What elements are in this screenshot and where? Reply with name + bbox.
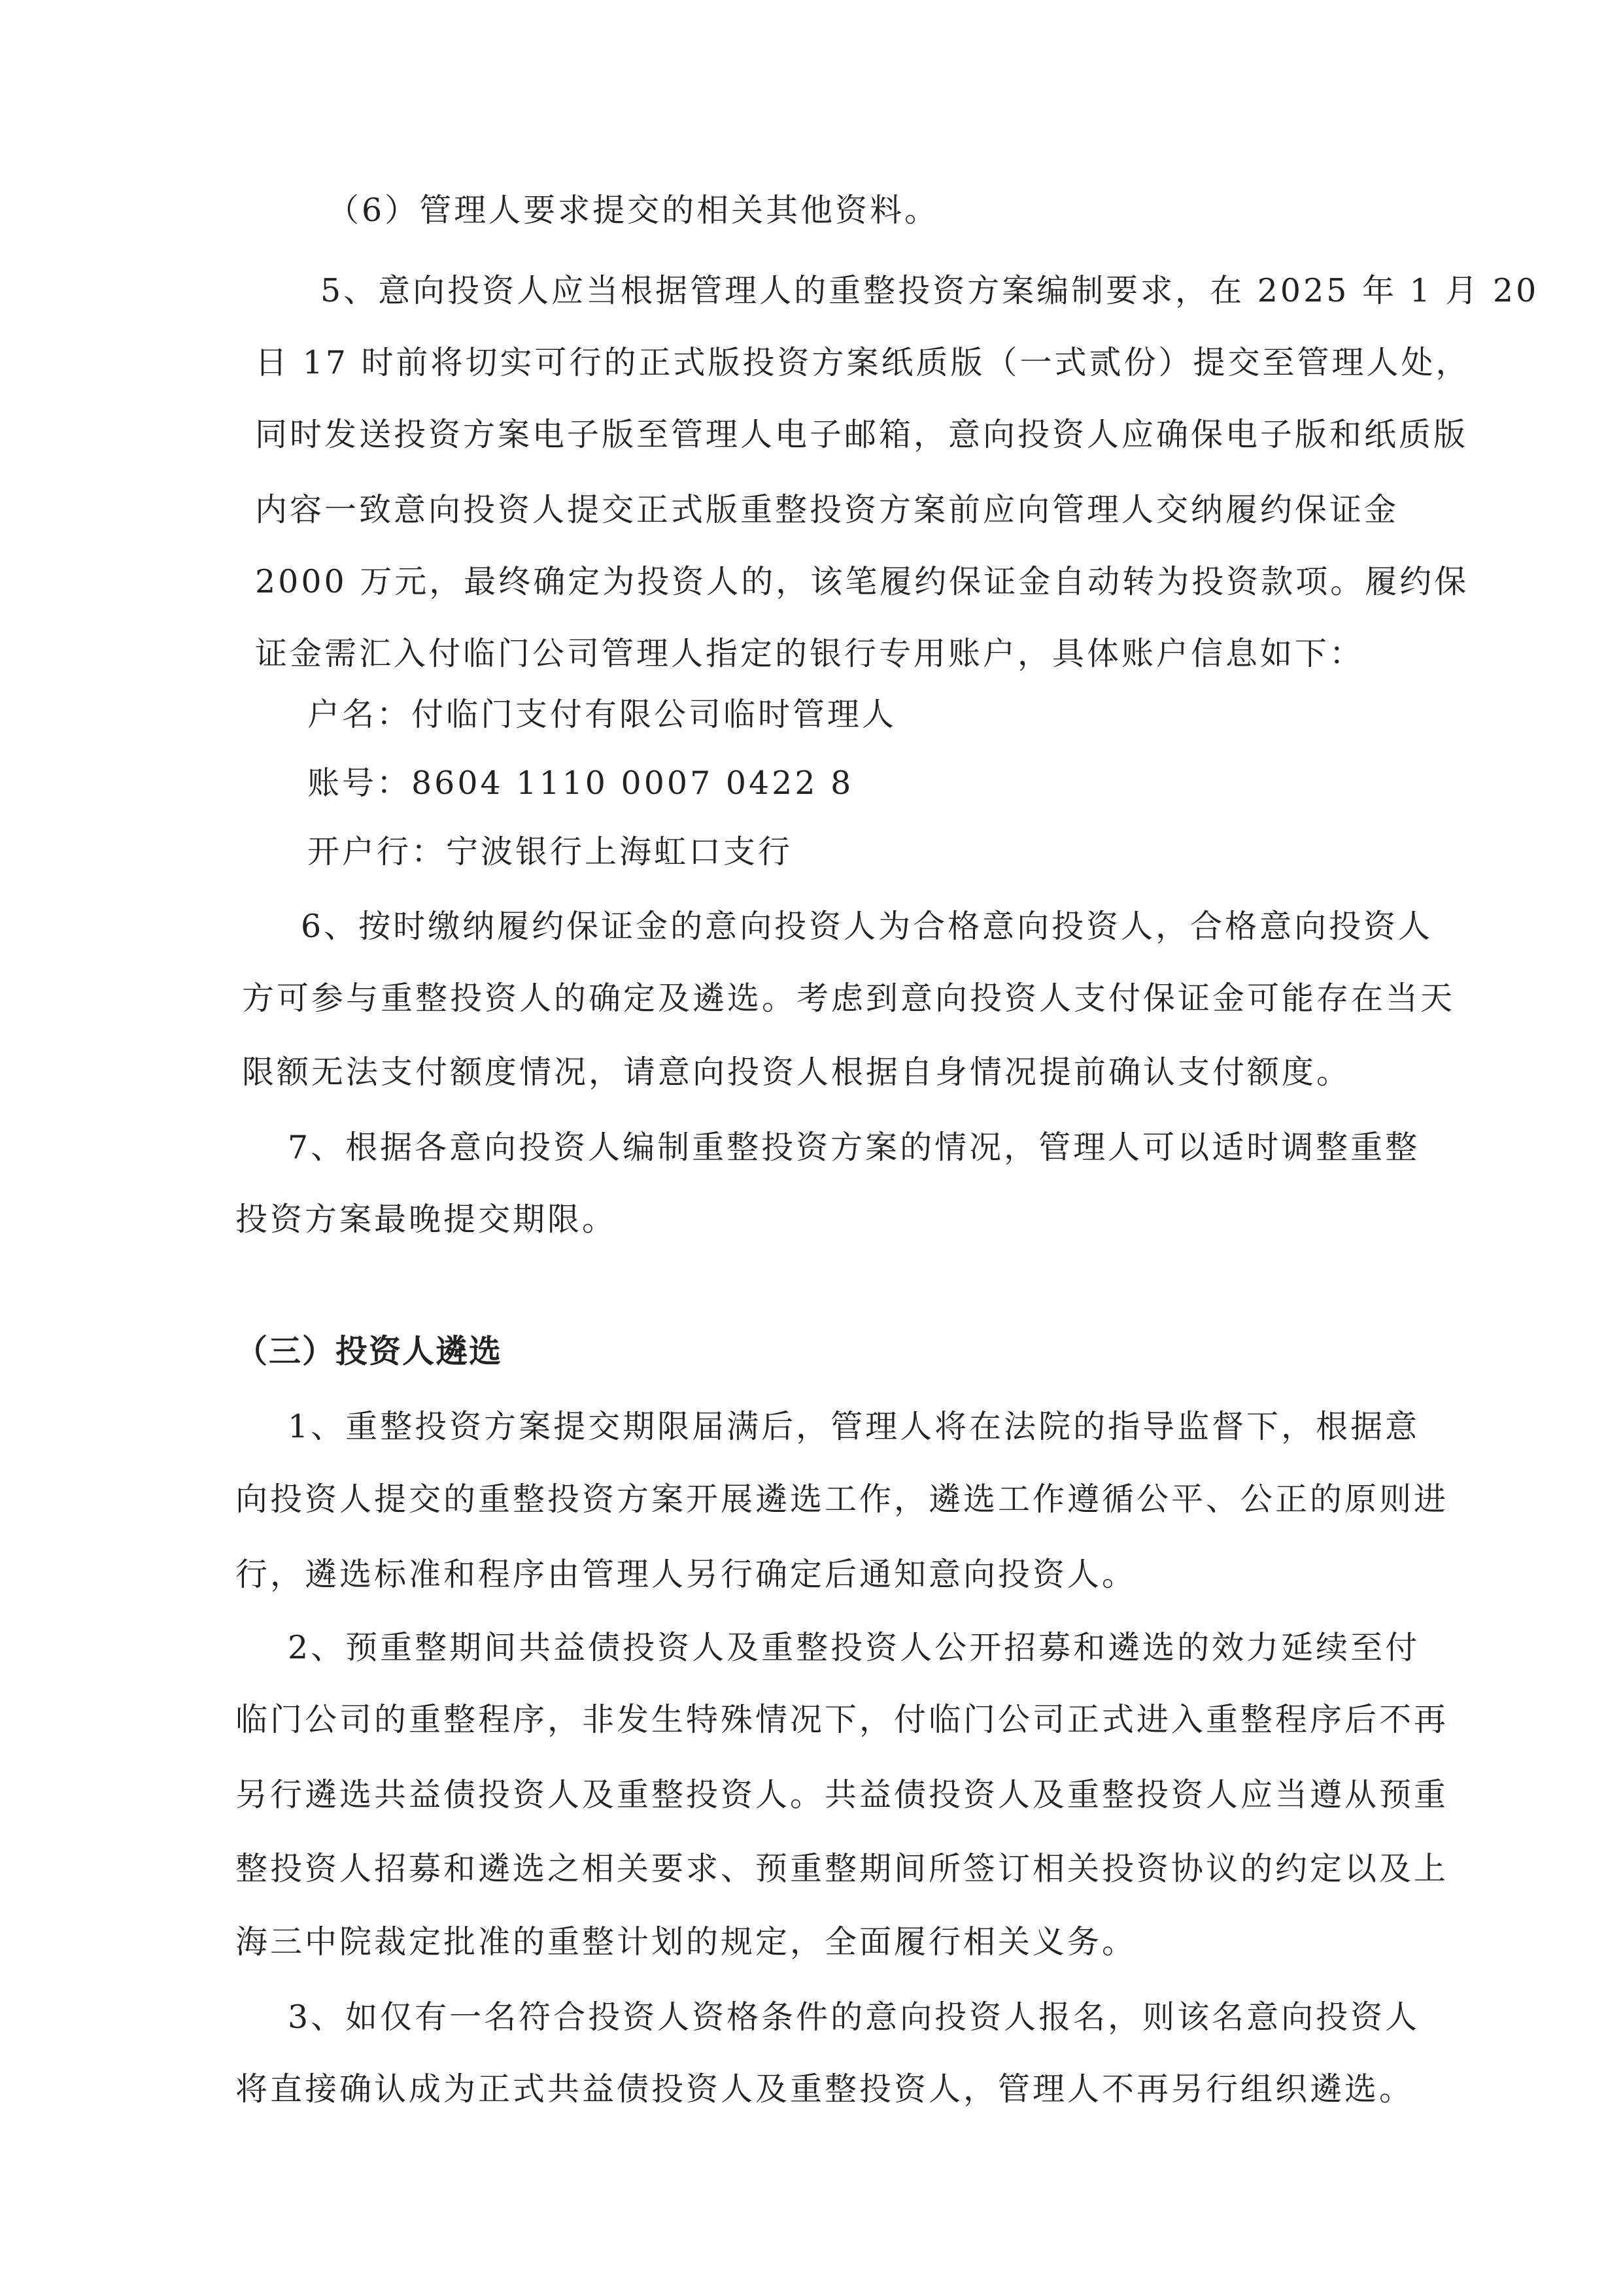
text-line: 另行遴选共益债投资人及重整投资人。共益债投资人及重整投资人应当遵从预重 (235, 1776, 1449, 1813)
text-line: 行，遴选标准和程序由管理人另行确定后通知意向投资人。 (235, 1556, 1137, 1593)
text-line: 方可参与重整投资人的确定及遴选。考虑到意向投资人支付保证金可能存在当天 (242, 980, 1456, 1017)
text-line: 整投资人招募和遴选之相关要求、预重整期间所签订相关投资协议的约定以及上 (235, 1850, 1449, 1887)
section-heading: （三）投资人遴选 (235, 1332, 503, 1370)
text-line: （6）管理人要求提交的相关其他资料。 (327, 192, 940, 229)
text-line: 向投资人提交的重整投资方案开展遴选工作，遴选工作遵循公平、公正的原则进 (235, 1481, 1449, 1518)
text-line: 临门公司的重整程序，非发生特殊情况下，付临门公司正式进入重整程序后不再 (235, 1701, 1449, 1738)
text-line: 户名：付临门支付有限公司临时管理人 (307, 696, 897, 733)
text-line: 5、意向投资人应当根据管理人的重整投资方案编制要求，在 2025 年 1 月 20 (320, 272, 1539, 309)
text-line: 海三中院裁定批准的重整计划的规定，全面履行相关义务。 (235, 1923, 1137, 1961)
text-line: 7、根据各意向投资人编制重整投资方案的情况，管理人可以适时调整重整 (288, 1129, 1420, 1166)
text-line: 证金需汇入付临门公司管理人指定的银行专用账户，具体账户信息如下： (255, 635, 1365, 672)
text-line: 6、按时缴纳履约保证金的意向投资人为合格意向投资人，合格意向投资人 (301, 908, 1433, 945)
text-line: 内容一致意向投资人提交正式版重整投资方案前应向管理人交纳履约保证金 (255, 491, 1399, 528)
text-line: 3、如仅有一名符合投资人资格条件的意向投资人报名，则该名意向投资人 (288, 1998, 1420, 2036)
text-line: 2000 万元，最终确定为投资人的，该笔履约保证金自动转为投资款项。履约保 (255, 563, 1469, 600)
text-line: 将直接确认成为正式共益债投资人及重整投资人，管理人不再另行组织遴选。 (235, 2070, 1414, 2108)
text-line: 开户行：宁波银行上海虹口支行 (307, 833, 793, 870)
text-line: 1、重整投资方案提交期限届满后，管理人将在法院的指导监督下，根据意 (288, 1408, 1420, 1445)
text-line: 2、预重整期间共益债投资人及重整投资人公开招募和遴选的效力延续至付 (288, 1629, 1420, 1666)
text-line: 限额无法支付额度情况，请意向投资人根据自身情况提前确认支付额度。 (242, 1054, 1352, 1091)
text-line: 投资方案最晚提交期限。 (235, 1201, 617, 1238)
text-line: 账号：8604 1110 0007 0422 8 (307, 764, 854, 802)
text-line: 同时发送投资方案电子版至管理人电子邮箱，意向投资人应确保电子版和纸质版 (255, 416, 1469, 453)
text-line: 日 17 时前将切实可行的正式版投资方案纸质版（一式贰份）提交至管理人处， (255, 344, 1471, 381)
